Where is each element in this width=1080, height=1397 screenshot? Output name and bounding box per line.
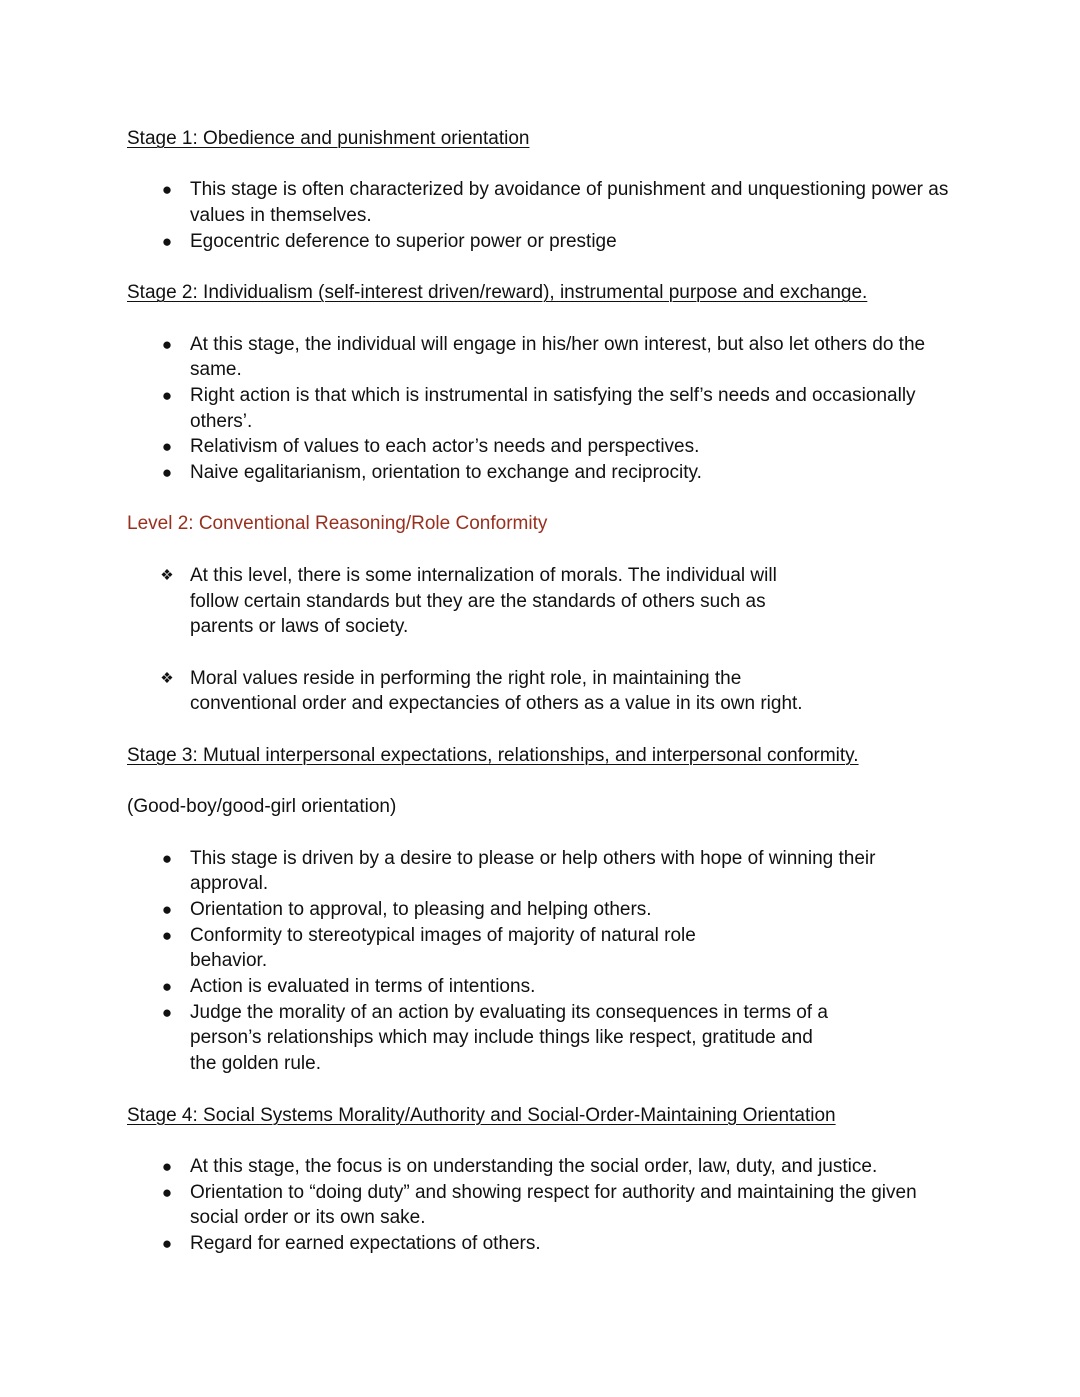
list-item-text: Moral values reside in performing the right role, in maintaining the conventional order and expectancies of others as a value in its own right.	[190, 667, 803, 715]
bullet-icon: ●	[161, 463, 173, 483]
list-item	[127, 177, 957, 228]
list-item	[127, 229, 957, 255]
stage-1-heading: Stage 1: Obedience and punishment orientation	[127, 128, 530, 149]
list-item-text: Right action is that which is instrumental in satisfying the self’s needs and occasionally others’.	[190, 384, 916, 432]
stage-3-list	[127, 846, 957, 1077]
list-item	[127, 897, 957, 923]
stage-3-subtitle: (Good-boy/good-girl orientation)	[127, 796, 397, 818]
list-spacer	[127, 640, 957, 666]
bullet-icon: ●	[161, 1002, 173, 1022]
stage-4-heading: Stage 4: Social Systems Morality/Authority and Social-Order-Maintaining Orientation	[127, 1104, 836, 1126]
list-item-text: This stage is driven by a desire to please or help others with hope of winning their approval.	[190, 847, 876, 895]
list-item	[127, 460, 957, 486]
list-item-text: Naive egalitarianism, orientation to exchange and reciprocity.	[190, 462, 702, 484]
list-item	[127, 563, 957, 640]
list-item-text: Judge the morality of an action by evaluating its consequences in terms of a person’s relationships which may include things like respect, gratitude and the golden rule.	[190, 1001, 828, 1075]
bullet-icon: ●	[161, 848, 173, 868]
bullet-icon: ●	[161, 899, 173, 919]
list-item	[127, 332, 957, 383]
bullet-icon: ●	[161, 1234, 173, 1254]
list-item-text: Conformity to stereotypical images of majority of natural role behavior.	[190, 924, 696, 972]
list-item	[127, 666, 957, 717]
bullet-icon: ●	[161, 1182, 173, 1202]
list-item-text: Relativism of values to each actor’s needs and perspectives.	[190, 436, 700, 458]
list-item	[127, 1231, 957, 1257]
list-item-text: Regard for earned expectations of others.	[190, 1233, 541, 1255]
document-body	[127, 126, 957, 1257]
list-item	[127, 1154, 957, 1180]
stage-2-heading: Stage 2: Individualism (self-interest driven/reward), instrumental purpose and exchange.	[127, 282, 868, 304]
list-item	[127, 383, 957, 434]
bullet-icon: ●	[161, 437, 173, 457]
list-item	[127, 434, 957, 460]
bullet-icon: ●	[161, 977, 173, 997]
list-item	[127, 974, 957, 1000]
list-item-text: This stage is often characterized by avoidance of punishment and unquestioning power as values in themselves.	[190, 179, 949, 227]
list-item-text: Orientation to “doing duty” and showing respect for authority and maintaining the given social order or its own sake.	[190, 1181, 917, 1229]
diamond-bullet-icon: ❖	[160, 669, 174, 687]
list-item	[127, 923, 957, 974]
level-2-list	[127, 563, 957, 717]
list-item-text: Action is evaluated in terms of intentions.	[190, 976, 536, 998]
bullet-icon: ●	[161, 925, 173, 945]
stage-2-list	[127, 332, 957, 486]
stage-1-list	[127, 177, 957, 254]
list-item	[127, 846, 957, 897]
bullet-icon: ●	[161, 334, 173, 354]
bullet-icon: ●	[161, 231, 173, 251]
list-item-text: Egocentric deference to superior power or prestige	[190, 230, 617, 252]
bullet-icon: ●	[161, 180, 173, 200]
stage-4-list	[127, 1154, 957, 1257]
stage-3-heading: Stage 3: Mutual interpersonal expectations, relationships, and interpersonal conformity.	[127, 744, 859, 766]
bullet-icon: ●	[161, 1156, 173, 1176]
list-item-text: Orientation to approval, to pleasing and helping others.	[190, 898, 652, 920]
list-item	[127, 1000, 957, 1077]
diamond-bullet-icon: ❖	[160, 566, 174, 584]
list-item	[127, 1180, 957, 1231]
level-2-heading: Level 2: Conventional Reasoning/Role Conformity	[127, 513, 548, 535]
list-item-text: At this stage, the focus is on understanding the social order, law, duty, and justice.	[190, 1155, 878, 1177]
list-item-text: At this stage, the individual will engage in his/her own interest, but also let others do the same.	[190, 333, 926, 381]
bullet-icon: ●	[161, 385, 173, 405]
list-item-text: At this level, there is some internalization of morals. The individual will follow certain standards but they are the standards of others such as parents or laws of society.	[190, 564, 777, 638]
